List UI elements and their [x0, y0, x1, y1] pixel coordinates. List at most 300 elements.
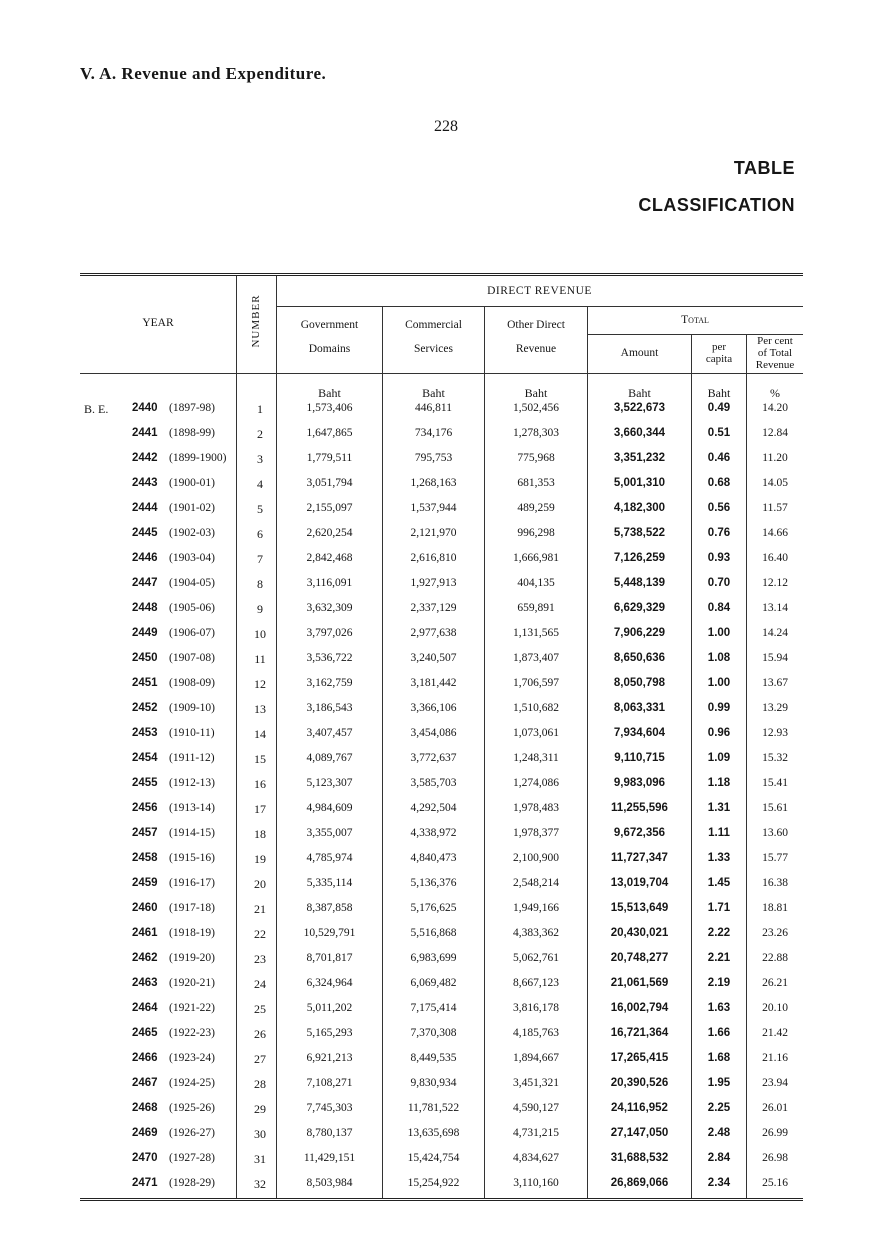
row-government-domains: 8,387,858 [306, 902, 353, 914]
row-total-amount: 4,182,300 [613, 502, 666, 514]
row-government-domains: 5,335,114 [306, 877, 353, 889]
row-other-direct-revenue: 1,894,667 [513, 1052, 559, 1064]
row-commercial-services: 5,136,376 [410, 877, 457, 889]
row-number: 6 [257, 527, 263, 541]
row-percent-of-total: 15.32 [762, 752, 788, 764]
row-percent-of-total: 15.41 [762, 777, 788, 789]
row-government-domains: 11,429,151 [303, 1152, 356, 1164]
row-other-direct-revenue: 1,248,311 [513, 752, 559, 764]
row-number: 23 [254, 952, 266, 966]
row-per-capita: 0.70 [707, 577, 731, 589]
row-commercial-services: 3,366,106 [410, 702, 457, 714]
row-other-direct-revenue: 1,873,407 [513, 652, 559, 664]
row-government-domains: 7,108,271 [306, 1077, 353, 1089]
row-number: 30 [254, 1127, 266, 1141]
row-total-amount: 7,934,604 [613, 727, 666, 739]
header-percent-of-total: Per cent of Total Revenue [755, 335, 795, 371]
row-other-direct-revenue: 4,834,627 [513, 1152, 559, 1164]
row-percent-of-total: 14.05 [762, 477, 788, 489]
row-per-capita: 0.49 [707, 402, 731, 414]
row-be-year: 2450 [132, 652, 158, 664]
row-other-direct-revenue: 1,978,483 [513, 802, 559, 814]
row-per-capita: 1.95 [707, 1077, 731, 1089]
row-be-year: 2460 [132, 902, 158, 914]
row-commercial-services: 5,176,625 [410, 902, 457, 914]
table-row [80, 1148, 803, 1173]
row-total-amount: 20,430,021 [610, 927, 669, 939]
row-number: 14 [254, 727, 266, 741]
row-number: 31 [254, 1152, 266, 1166]
table-row [80, 673, 803, 698]
row-commercial-services: 3,240,507 [410, 652, 457, 664]
row-number: 4 [257, 477, 263, 491]
row-gregorian-year: (1924-25) [169, 1077, 215, 1089]
row-other-direct-revenue: 2,100,900 [513, 852, 559, 864]
row-number: 7 [257, 552, 263, 566]
row-government-domains: 6,921,213 [306, 1052, 353, 1064]
row-gregorian-year: (1912-13) [169, 777, 215, 789]
table-row [80, 1173, 803, 1198]
row-other-direct-revenue: 1,131,565 [513, 627, 559, 639]
classification-label: CLASSIFICATION [638, 195, 795, 215]
row-percent-of-total: 12.12 [762, 577, 788, 589]
table-row [80, 448, 803, 473]
row-be-year: 2443 [132, 477, 158, 489]
row-other-direct-revenue: 1,666,981 [513, 552, 559, 564]
row-be-year: 2465 [132, 1027, 158, 1039]
row-government-domains: 3,797,026 [306, 627, 353, 639]
row-total-amount: 21,061,569 [610, 977, 669, 989]
row-gregorian-year: (1897-98) [169, 402, 215, 414]
row-total-amount: 17,265,415 [610, 1052, 669, 1064]
row-number: 20 [254, 877, 266, 891]
row-per-capita: 1.11 [708, 827, 730, 839]
row-per-capita: 1.09 [707, 752, 731, 764]
row-be-year: 2461 [132, 927, 158, 939]
row-per-capita: 1.63 [707, 1002, 731, 1014]
row-other-direct-revenue: 681,353 [517, 477, 555, 489]
row-be-year: 2469 [132, 1127, 158, 1139]
row-total-amount: 27,147,050 [610, 1127, 669, 1139]
row-total-amount: 5,738,522 [613, 527, 666, 539]
row-total-amount: 9,110,715 [614, 752, 665, 764]
row-number: 1 [257, 402, 263, 416]
row-total-amount: 9,983,096 [613, 777, 666, 789]
row-total-amount: 8,050,798 [613, 677, 666, 689]
row-per-capita: 0.51 [707, 427, 731, 439]
row-commercial-services: 7,175,414 [410, 1002, 457, 1014]
page-number: 228 [434, 118, 458, 135]
row-per-capita: 0.96 [707, 727, 731, 739]
row-total-amount: 15,513,649 [610, 902, 669, 914]
row-gregorian-year: (1907-08) [169, 652, 215, 664]
row-total-amount: 8,063,331 [613, 702, 666, 714]
row-gregorian-year: (1920-21) [169, 977, 215, 989]
row-gregorian-year: (1918-19) [169, 927, 215, 939]
row-per-capita: 1.71 [707, 902, 731, 914]
row-total-amount: 6,629,329 [613, 602, 666, 614]
row-per-capita: 1.00 [707, 677, 731, 689]
unit-other-direct-revenue: Baht [524, 386, 548, 400]
row-commercial-services: 4,292,504 [410, 802, 457, 814]
header-per-capita: per capita [705, 341, 733, 365]
row-per-capita: 1.45 [707, 877, 731, 889]
row-number: 10 [254, 627, 266, 641]
row-number: 11 [254, 652, 266, 666]
row-percent-of-total: 13.29 [762, 702, 788, 714]
table-row [80, 823, 803, 848]
row-gregorian-year: (1922-23) [169, 1027, 215, 1039]
header-year: YEAR [142, 317, 174, 329]
row-other-direct-revenue: 1,949,166 [513, 902, 559, 914]
row-government-domains: 5,011,202 [306, 1002, 353, 1014]
row-gregorian-year: (1908-09) [169, 677, 215, 689]
row-number: 21 [254, 902, 266, 916]
row-government-domains: 4,089,767 [306, 752, 353, 764]
table-row [80, 473, 803, 498]
row-government-domains: 1,647,865 [306, 427, 353, 439]
row-be-year: 2457 [132, 827, 158, 839]
row-commercial-services: 1,537,944 [410, 502, 457, 514]
row-number: 26 [254, 1027, 266, 1041]
row-percent-of-total: 18.81 [762, 902, 788, 914]
row-total-amount: 3,660,344 [613, 427, 666, 439]
table-row [80, 1048, 803, 1073]
row-gregorian-year: (1928-29) [169, 1177, 215, 1189]
row-percent-of-total: 12.93 [762, 727, 788, 739]
row-per-capita: 1.00 [707, 627, 731, 639]
row-be-year: 2447 [132, 577, 158, 589]
row-total-amount: 11,727,347 [611, 852, 668, 864]
row-government-domains: 3,186,543 [306, 702, 353, 714]
row-commercial-services: 3,454,086 [410, 727, 457, 739]
row-be-year: 2454 [132, 752, 158, 764]
table-row [80, 873, 803, 898]
row-number: 32 [254, 1177, 266, 1191]
row-number: 24 [254, 977, 266, 991]
row-percent-of-total: 26.01 [762, 1102, 788, 1114]
row-gregorian-year: (1904-05) [169, 577, 215, 589]
row-gregorian-year: (1903-04) [169, 552, 215, 564]
row-total-amount: 5,001,310 [613, 477, 666, 489]
unit-per-capita: Baht [707, 386, 731, 400]
row-total-amount: 8,650,636 [613, 652, 666, 664]
row-other-direct-revenue: 1,073,061 [513, 727, 559, 739]
row-government-domains: 3,632,309 [306, 602, 353, 614]
row-government-domains: 5,123,307 [306, 777, 353, 789]
row-percent-of-total: 14.66 [762, 527, 788, 539]
row-other-direct-revenue: 1,706,597 [513, 677, 559, 689]
row-government-domains: 1,573,406 [306, 402, 353, 414]
row-be-year: 2452 [132, 702, 158, 714]
row-percent-of-total: 26.99 [762, 1127, 788, 1139]
unit-government-domains: Baht [318, 386, 341, 400]
row-be-year: 2446 [132, 552, 158, 564]
row-number: 12 [254, 677, 266, 691]
row-percent-of-total: 13.67 [762, 677, 788, 689]
row-be-year: 2466 [132, 1052, 158, 1064]
row-be-year: 2448 [132, 602, 158, 614]
row-per-capita: 0.46 [707, 452, 731, 464]
table-row [80, 1123, 803, 1148]
row-be-year: 2442 [132, 452, 158, 464]
table-row [80, 498, 803, 523]
row-government-domains: 8,780,137 [306, 1127, 353, 1139]
row-total-amount: 20,748,277 [610, 952, 669, 964]
row-gregorian-year: (1923-24) [169, 1052, 215, 1064]
row-percent-of-total: 12.84 [762, 427, 788, 439]
row-per-capita: 1.66 [707, 1027, 731, 1039]
row-other-direct-revenue: 489,259 [517, 502, 555, 514]
row-gregorian-year: (1917-18) [169, 902, 215, 914]
row-government-domains: 2,155,097 [306, 502, 353, 514]
row-commercial-services: 6,069,482 [410, 977, 457, 989]
table-row [80, 948, 803, 973]
row-be-year: 2441 [132, 427, 158, 439]
row-total-amount: 20,390,526 [610, 1077, 669, 1089]
row-gregorian-year: (1901-02) [169, 502, 215, 514]
row-be-year: 2467 [132, 1077, 158, 1089]
row-gregorian-year: (1910-11) [169, 727, 215, 739]
row-other-direct-revenue: 8,667,123 [513, 977, 559, 989]
row-gregorian-year: (1927-28) [169, 1152, 215, 1164]
row-commercial-services: 3,181,442 [410, 677, 457, 689]
row-gregorian-year: (1913-14) [169, 802, 215, 814]
row-percent-of-total: 26.98 [762, 1152, 788, 1164]
row-per-capita: 2.22 [707, 927, 731, 939]
row-government-domains: 3,116,091 [306, 577, 353, 589]
row-commercial-services: 795,753 [414, 452, 453, 464]
row-total-amount: 16,002,794 [610, 1002, 669, 1014]
row-government-domains: 1,779,511 [306, 452, 353, 464]
row-number: 27 [254, 1052, 266, 1066]
row-total-amount: 3,351,232 [613, 452, 666, 464]
row-government-domains: 4,984,609 [306, 802, 353, 814]
header-direct-revenue: DIRECT REVENUE [487, 285, 592, 297]
row-other-direct-revenue: 4,185,763 [513, 1027, 559, 1039]
table-row [80, 723, 803, 748]
row-gregorian-year: (1919-20) [169, 952, 215, 964]
row-per-capita: 1.33 [707, 852, 731, 864]
unit-amount: Baht [628, 386, 651, 400]
row-commercial-services: 2,337,129 [410, 602, 457, 614]
row-be-year: 2440 [132, 402, 158, 414]
header-number: NUMBER [250, 294, 262, 348]
row-per-capita: 2.21 [707, 952, 731, 964]
row-government-domains: 10,529,791 [303, 927, 356, 939]
row-government-domains: 2,842,468 [306, 552, 353, 564]
row-per-capita: 2.48 [707, 1127, 731, 1139]
table-row [80, 748, 803, 773]
table-label: TABLE [733, 158, 795, 178]
row-number: 9 [257, 602, 263, 616]
table-row [80, 423, 803, 448]
unit-percent: % [770, 386, 780, 400]
row-commercial-services: 1,268,163 [410, 477, 457, 489]
row-gregorian-year: (1902-03) [169, 527, 215, 539]
row-government-domains: 3,536,722 [306, 652, 353, 664]
row-per-capita: 2.19 [707, 977, 731, 989]
row-gregorian-year: (1914-15) [169, 827, 215, 839]
row-government-domains: 8,503,984 [306, 1177, 353, 1189]
row-per-capita: 1.18 [707, 777, 731, 789]
row-percent-of-total: 23.94 [762, 1077, 788, 1089]
row-gregorian-year: (1905-06) [169, 602, 215, 614]
row-gregorian-year: (1926-27) [169, 1127, 215, 1139]
row-commercial-services: 6,983,699 [410, 952, 457, 964]
row-percent-of-total: 15.61 [762, 802, 788, 814]
era-label: B. E. [84, 402, 109, 416]
row-other-direct-revenue: 3,451,321 [513, 1077, 559, 1089]
row-be-year: 2451 [132, 677, 158, 689]
row-other-direct-revenue: 1,278,303 [513, 427, 559, 439]
row-total-amount: 24,116,952 [611, 1102, 668, 1114]
row-per-capita: 2.34 [707, 1177, 731, 1189]
row-gregorian-year: (1898-99) [169, 427, 215, 439]
row-other-direct-revenue: 5,062,761 [513, 952, 559, 964]
row-government-domains: 3,407,457 [306, 727, 353, 739]
row-per-capita: 1.31 [707, 802, 731, 814]
row-percent-of-total: 15.77 [762, 852, 788, 864]
row-percent-of-total: 13.60 [762, 827, 788, 839]
row-number: 5 [257, 502, 263, 516]
section-heading: V. A. Revenue and Expenditure. [80, 64, 327, 83]
row-government-domains: 6,324,964 [306, 977, 353, 989]
row-percent-of-total: 21.16 [762, 1052, 788, 1064]
row-commercial-services: 734,176 [414, 427, 453, 439]
row-percent-of-total: 15.94 [762, 652, 788, 664]
table-row [80, 998, 803, 1023]
row-percent-of-total: 11.57 [762, 502, 788, 514]
row-commercial-services: 4,338,972 [410, 827, 457, 839]
row-commercial-services: 2,977,638 [410, 627, 457, 639]
row-percent-of-total: 20.10 [762, 1002, 788, 1014]
row-government-domains: 3,051,794 [306, 477, 353, 489]
row-percent-of-total: 16.38 [762, 877, 788, 889]
row-be-year: 2463 [132, 977, 158, 989]
row-per-capita: 0.93 [707, 552, 731, 564]
table-row [80, 923, 803, 948]
row-percent-of-total: 23.26 [762, 927, 788, 939]
row-gregorian-year: (1921-22) [169, 1002, 215, 1014]
row-percent-of-total: 14.20 [762, 402, 788, 414]
row-percent-of-total: 21.42 [762, 1027, 788, 1039]
row-gregorian-year: (1911-12) [169, 752, 215, 764]
table-row [80, 523, 803, 548]
row-number: 28 [254, 1077, 266, 1091]
row-per-capita: 0.68 [707, 477, 731, 489]
row-commercial-services: 1,927,913 [410, 577, 457, 589]
table-row [80, 698, 803, 723]
row-total-amount: 9,672,356 [613, 827, 666, 839]
row-other-direct-revenue: 4,590,127 [513, 1102, 559, 1114]
row-be-year: 2445 [132, 527, 158, 539]
table-row [80, 973, 803, 998]
unit-commercial-services: Baht [422, 386, 445, 400]
row-be-year: 2464 [132, 1002, 158, 1014]
row-number: 22 [254, 927, 266, 941]
row-per-capita: 0.76 [707, 527, 731, 539]
table-row [80, 773, 803, 798]
header-other-direct-revenue: Other Direct Revenue [507, 319, 565, 355]
row-be-year: 2456 [132, 802, 158, 814]
row-percent-of-total: 13.14 [762, 602, 788, 614]
row-commercial-services: 13,635,698 [407, 1127, 460, 1139]
row-commercial-services: 2,121,970 [410, 527, 457, 539]
row-percent-of-total: 26.21 [762, 977, 788, 989]
header-amount: Amount [620, 347, 659, 359]
row-total-amount: 26,869,066 [610, 1177, 669, 1189]
row-other-direct-revenue: 1,274,086 [513, 777, 559, 789]
table-row [80, 898, 803, 923]
row-government-domains: 4,785,974 [306, 852, 353, 864]
row-be-year: 2444 [132, 502, 158, 514]
row-be-year: 2468 [132, 1102, 158, 1114]
table-row [80, 1098, 803, 1123]
row-number: 13 [254, 702, 266, 716]
row-percent-of-total: 14.24 [762, 627, 788, 639]
row-total-amount: 7,906,229 [613, 627, 666, 639]
row-government-domains: 5,165,293 [306, 1027, 353, 1039]
row-commercial-services: 8,449,535 [410, 1052, 457, 1064]
row-total-amount: 3,522,673 [613, 402, 666, 414]
row-government-domains: 2,620,254 [306, 527, 353, 539]
row-be-year: 2462 [132, 952, 158, 964]
row-other-direct-revenue: 4,383,362 [513, 927, 559, 939]
row-other-direct-revenue: 659,891 [517, 602, 555, 614]
row-number: 19 [254, 852, 266, 866]
row-gregorian-year: (1899-1900) [169, 452, 227, 464]
row-percent-of-total: 22.88 [762, 952, 788, 964]
table-row [80, 623, 803, 648]
rule-under-direct-revenue [276, 306, 803, 307]
row-percent-of-total: 25.16 [762, 1177, 788, 1189]
row-number: 16 [254, 777, 266, 791]
table-row [80, 548, 803, 573]
row-number: 18 [254, 827, 266, 841]
row-government-domains: 7,745,303 [306, 1102, 353, 1114]
row-commercial-services: 4,840,473 [410, 852, 457, 864]
rule-under-headers [80, 373, 803, 374]
row-be-year: 2455 [132, 777, 158, 789]
row-per-capita: 2.84 [707, 1152, 731, 1164]
row-per-capita: 1.08 [707, 652, 731, 664]
row-number: 17 [254, 802, 266, 816]
row-commercial-services: 446,811 [415, 402, 452, 414]
row-number: 29 [254, 1102, 266, 1116]
table-row [80, 598, 803, 623]
header-total: Total [681, 314, 709, 326]
row-be-year: 2470 [132, 1152, 158, 1164]
row-per-capita: 0.84 [707, 602, 731, 614]
row-total-amount: 7,126,259 [613, 552, 666, 564]
row-commercial-services: 9,830,934 [410, 1077, 457, 1089]
row-be-year: 2471 [132, 1177, 158, 1189]
row-other-direct-revenue: 1,978,377 [513, 827, 559, 839]
row-total-amount: 5,448,139 [613, 577, 666, 589]
row-government-domains: 3,355,007 [306, 827, 353, 839]
row-other-direct-revenue: 4,731,215 [513, 1127, 559, 1139]
row-number: 8 [257, 577, 263, 591]
row-percent-of-total: 11.20 [762, 452, 788, 464]
row-total-amount: 31,688,532 [610, 1152, 669, 1164]
row-other-direct-revenue: 1,502,456 [513, 402, 559, 414]
row-other-direct-revenue: 996,298 [517, 527, 555, 539]
row-number: 3 [257, 452, 263, 466]
row-other-direct-revenue: 3,110,160 [513, 1177, 559, 1189]
row-total-amount: 11,255,596 [611, 802, 668, 814]
row-gregorian-year: (1925-26) [169, 1102, 215, 1114]
